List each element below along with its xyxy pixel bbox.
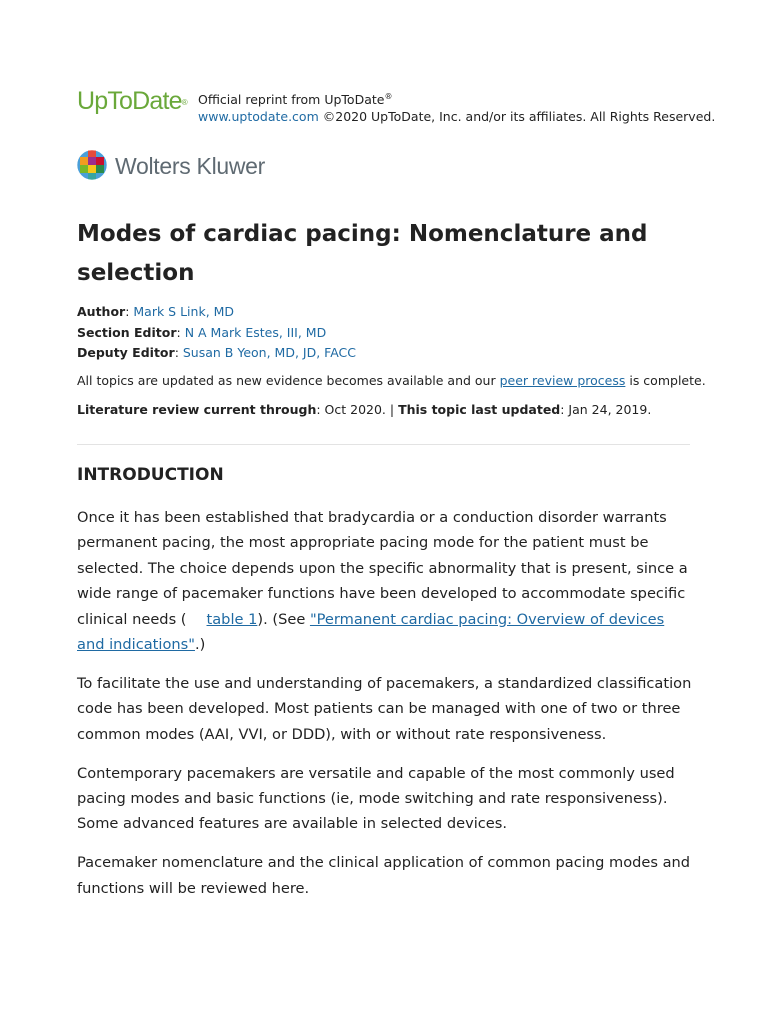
publisher-name: Wolters Kluwer (115, 153, 266, 179)
uptodate-logo[interactable]: UpToDate® (77, 87, 187, 115)
author-link[interactable]: Mark S Link, MD (133, 304, 235, 319)
paragraph: To facilitate the use and understanding of pacemakers, a standardized classification code has been developed. Most patients can be managed with one of two or three common modes (AAI, VVI, or DDD), with or without rate responsiveness. (77, 674, 692, 743)
reprint-notice: Official reprint from UpToDate® www.uptodate.com ©2020 UpToDate, Inc. and/or its affiliates. All Rights Reserved. (198, 92, 716, 125)
permanent-pacing-topic-link[interactable]: "Permanent cardiac pacing: Overview of devices and indications" (77, 610, 665, 654)
section-divider (77, 444, 690, 445)
review-dates (77, 401, 697, 419)
author-label: Author (77, 304, 126, 319)
wolters-kluwer-logo (77, 149, 277, 181)
paragraph: Contemporary pacemakers are versatile and capable of the most commonly used pacing modes and basic functions (ie, mode switching and rate responsiveness). Some advanced features are available in selected devices. (77, 764, 675, 833)
update-note: All topics are updated as new evidence becomes available and our peer review process is complete. (77, 373, 706, 388)
paragraph: Once it has been established that bradycardia or a conduction disorder warrants permanent pacing, the most appropriate pacing mode for the patient must be selected. The choice depends upon the specific abnormality that is present, since a wide range of pacemaker functions have been developed to accommodate specific clinical needs ( table 1). (See "Permanent cardiac pacing: Overview of devices and indications".) (77, 509, 688, 654)
deputy-editor-link[interactable]: Susan B Yeon, MD, JD, FACC (182, 345, 356, 360)
lit-review-label: Literature review current through (77, 402, 317, 417)
copyright-text: ©2020 UpToDate, Inc. and/or its affiliates. All Rights Reserved. (322, 109, 716, 125)
table-1-link[interactable]: table 1 (206, 610, 258, 628)
lit-review-value: : Oct 2020. | (316, 402, 399, 417)
section-editor-label: Section Editor (77, 324, 177, 340)
table-icon-placeholder (187, 614, 207, 624)
paragraph: Pacemaker nomenclature and the clinical application of common pacing modes and functions will be reviewed here. (77, 854, 691, 897)
section-editor-link[interactable]: N A Mark Estes, III, MD (184, 324, 327, 340)
peer-review-link[interactable]: peer review process (499, 373, 626, 388)
reprint-line: Official reprint from UpToDate (198, 92, 385, 108)
last-updated-label: This topic last updated (398, 402, 561, 417)
section-heading: INTRODUCTION (77, 465, 224, 485)
article-body (77, 505, 692, 915)
wolters-kluwer-globe-icon (77, 149, 109, 181)
article-credits: Author: Mark S Link, MD Section Editor: N A Mark Estes, III, MD Deputy Editor: Susan B Yeon, MD, JD, FACC (77, 304, 356, 360)
last-updated-value: : Jan 24, 2019. (560, 402, 652, 417)
reprint-header (77, 86, 716, 126)
uptodate-site-link[interactable]: www.uptodate.com (198, 109, 319, 125)
deputy-editor-label: Deputy Editor (77, 345, 175, 360)
article-title: Modes of cardiac pacing: Nomenclature and selection (77, 221, 648, 286)
